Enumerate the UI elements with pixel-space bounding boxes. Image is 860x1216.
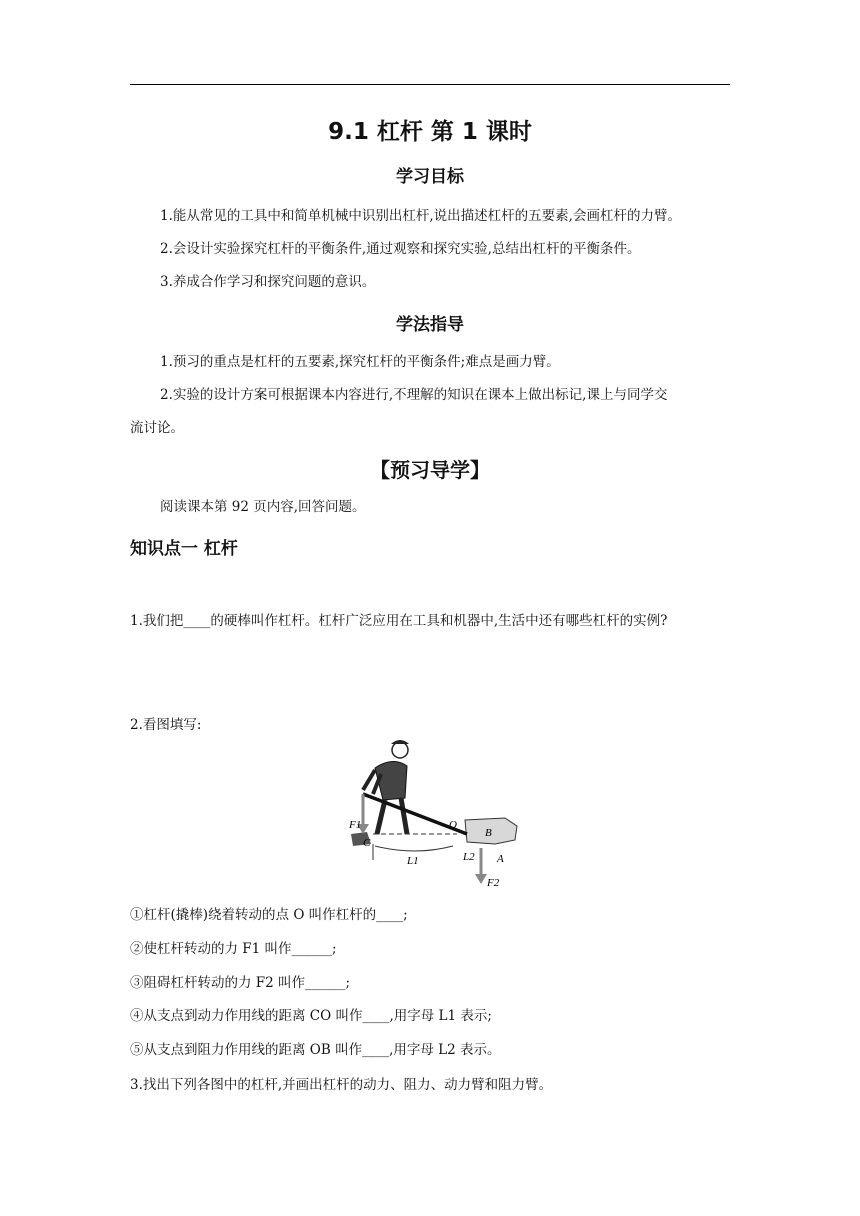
- goal-item-1: 1.能从常见的工具中和简单机械中识别出杠杆,说出描述杠杆的五要素,会画杠杆的力臂。: [160, 208, 681, 224]
- q2-item-5: ⑤从支点到阻力作用线的距离 OB 叫作____,用字母 L2 表示。: [130, 1042, 501, 1058]
- knowledge-point-heading: 知识点一 杠杆: [130, 539, 238, 559]
- label-f1: F1: [349, 819, 362, 831]
- goals-heading: 学习目标: [396, 167, 464, 187]
- label-a: A: [497, 853, 504, 865]
- helmet-icon: [391, 740, 409, 744]
- worker-head-icon: [392, 742, 408, 758]
- preview-intro: 阅读课本第 92 页内容,回答问题。: [160, 499, 366, 515]
- label-o: O: [449, 819, 457, 831]
- l1-brace: [375, 846, 453, 851]
- question-2-label: 2.看图填写:: [130, 717, 202, 733]
- method-heading: 学法指导: [396, 315, 464, 335]
- q2-item-4: ④从支点到动力作用线的距离 CO 叫作____,用字母 L1 表示;: [130, 1008, 492, 1024]
- label-c: C: [363, 837, 371, 849]
- goal-item-2: 2.会设计实验探究杠杆的平衡条件,通过观察和探究实验,总结出杠杆的平衡条件。: [160, 241, 641, 257]
- question-1: 1.我们把____的硬棒叫作杠杆。杠杆广泛应用在工具和机器中,生活中还有哪些杠杆的实例?: [130, 613, 668, 629]
- q2-item-3: ③阻碍杠杆转动的力 F2 叫作______;: [130, 975, 351, 991]
- label-l1: L1: [407, 855, 419, 867]
- question-3: 3.找出下列各图中的杠杆,并画出杠杆的动力、阻力、动力臂和阻力臂。: [130, 1077, 553, 1093]
- page-title: 9.1 杠杆 第 1 课时: [328, 119, 532, 145]
- preview-heading: 【预习导学】: [370, 458, 490, 482]
- q2-item-1: ①杠杆(撬棒)绕着转动的点 O 叫作杠杆的____;: [130, 907, 408, 923]
- method-item-2-cont: 流讨论。: [130, 420, 184, 436]
- label-l2: L2: [463, 851, 475, 863]
- q2-item-2: ②使杠杆转动的力 F1 叫作______;: [130, 941, 337, 957]
- label-b: B: [485, 827, 492, 839]
- goal-item-3: 3.养成合作学习和探究问题的意识。: [160, 274, 376, 290]
- label-f2: F2: [487, 877, 500, 889]
- f2-arrowhead: [475, 874, 487, 884]
- method-item-1: 1.预习的重点是杠杆的五要素,探究杠杆的平衡条件;难点是画力臂。: [160, 354, 560, 370]
- lever-figure: [345, 738, 520, 890]
- header-rule: [130, 84, 730, 85]
- method-item-2: 2.实验的设计方案可根据课本内容进行,不理解的知识在课本上做出标记,课上与同学交: [160, 387, 668, 403]
